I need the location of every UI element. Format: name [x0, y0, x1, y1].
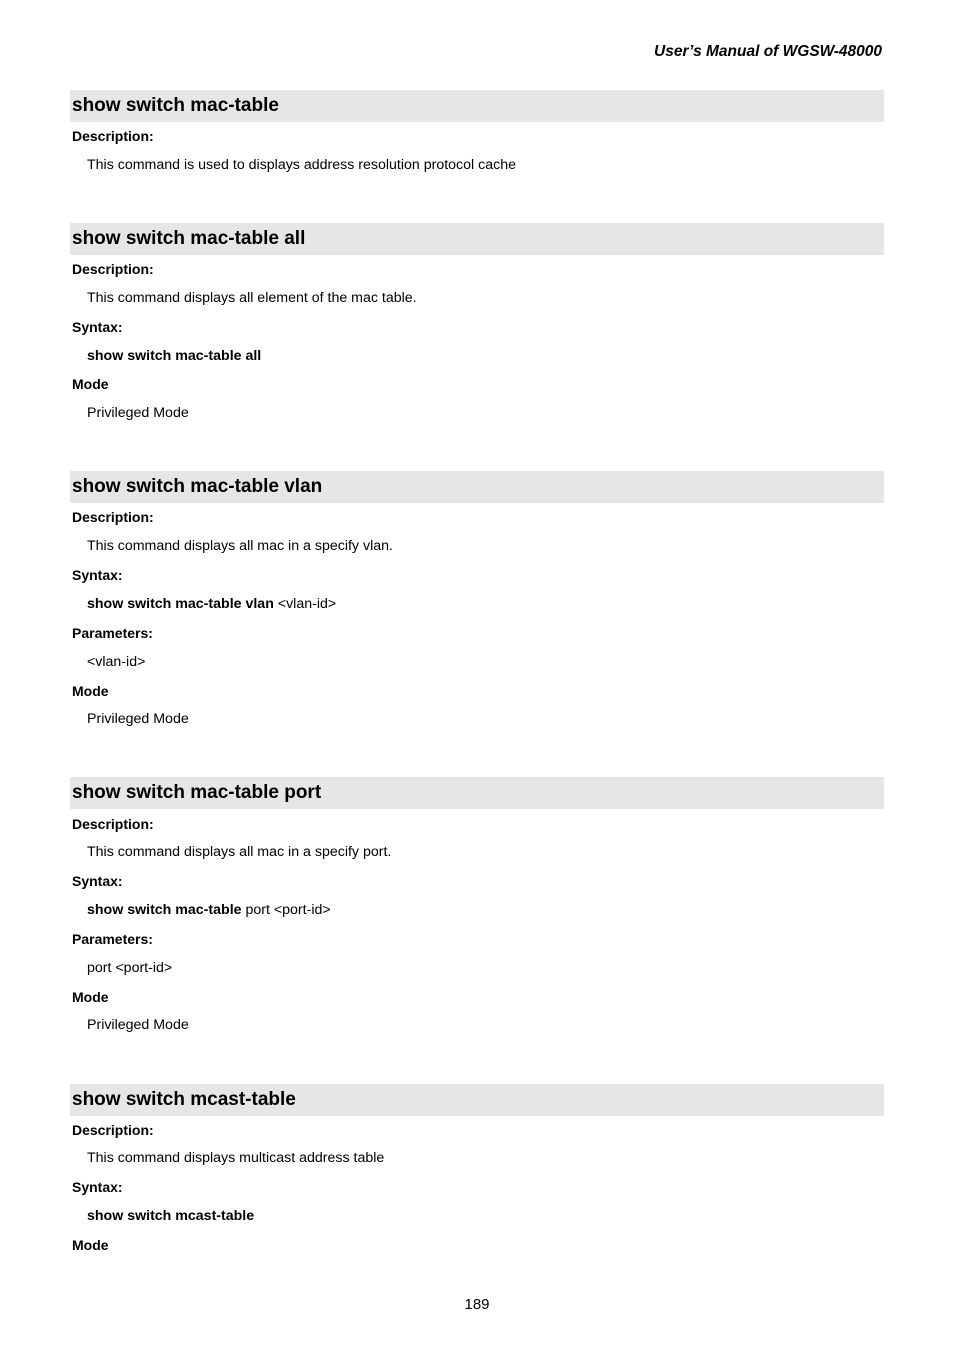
- description-label: Description:: [72, 509, 154, 525]
- mode-text: Privileged Mode: [87, 711, 189, 727]
- section-title-mac-table: show switch mac-table: [70, 90, 884, 122]
- section-title-mac-table-port: show switch mac-table port: [70, 777, 884, 809]
- mode-text: Privileged Mode: [87, 405, 189, 421]
- syntax-line: [87, 901, 331, 919]
- mode-label: Mode: [72, 1237, 109, 1253]
- syntax-label: Syntax:: [72, 1179, 123, 1195]
- syntax-command: show switch mac-table: [87, 902, 242, 918]
- syntax-arguments: port <port-id>: [241, 902, 331, 918]
- mode-text: Privileged Mode: [87, 1017, 189, 1033]
- description-text: This command displays all element of the mac table.: [87, 290, 417, 306]
- description-text: This command displays all mac in a specify vlan.: [87, 538, 393, 554]
- description-label: Description:: [72, 1122, 154, 1138]
- syntax-line: [87, 347, 261, 365]
- syntax-arguments: <vlan-id>: [273, 596, 337, 612]
- mode-label: Mode: [72, 683, 109, 699]
- description-label: Description:: [72, 816, 154, 832]
- page-number: 189: [464, 1296, 490, 1313]
- syntax-label: Syntax:: [72, 873, 123, 889]
- mode-label: Mode: [72, 989, 109, 1005]
- section-title-mac-table-vlan: show switch mac-table vlan: [70, 471, 884, 503]
- section-title-mcast-table: show switch mcast-table: [70, 1084, 884, 1116]
- description-label: Description:: [72, 261, 154, 277]
- syntax-command: show switch mcast-table: [87, 1208, 255, 1224]
- description-text: This command displays multicast address table: [87, 1150, 385, 1166]
- syntax-command: show switch mac-table vlan: [87, 596, 274, 612]
- syntax-line: [87, 595, 336, 613]
- syntax-line: [87, 1207, 254, 1225]
- syntax-command: show switch mac-table all: [87, 348, 262, 364]
- description-label: Description:: [72, 128, 154, 144]
- mode-label: Mode: [72, 376, 109, 392]
- parameters-text: port <port-id>: [87, 960, 173, 976]
- syntax-label: Syntax:: [72, 567, 123, 583]
- description-text: This command is used to displays address resolution protocol cache: [87, 157, 516, 173]
- running-header: User’s Manual of WGSW-48000: [654, 43, 882, 60]
- description-text: This command displays all mac in a specify port.: [87, 844, 392, 860]
- parameters-text: <vlan-id>: [87, 654, 146, 670]
- parameters-label: Parameters:: [72, 625, 153, 641]
- section-title-mac-table-all: show switch mac-table all: [70, 223, 884, 255]
- syntax-label: Syntax:: [72, 319, 123, 335]
- parameters-label: Parameters:: [72, 931, 153, 947]
